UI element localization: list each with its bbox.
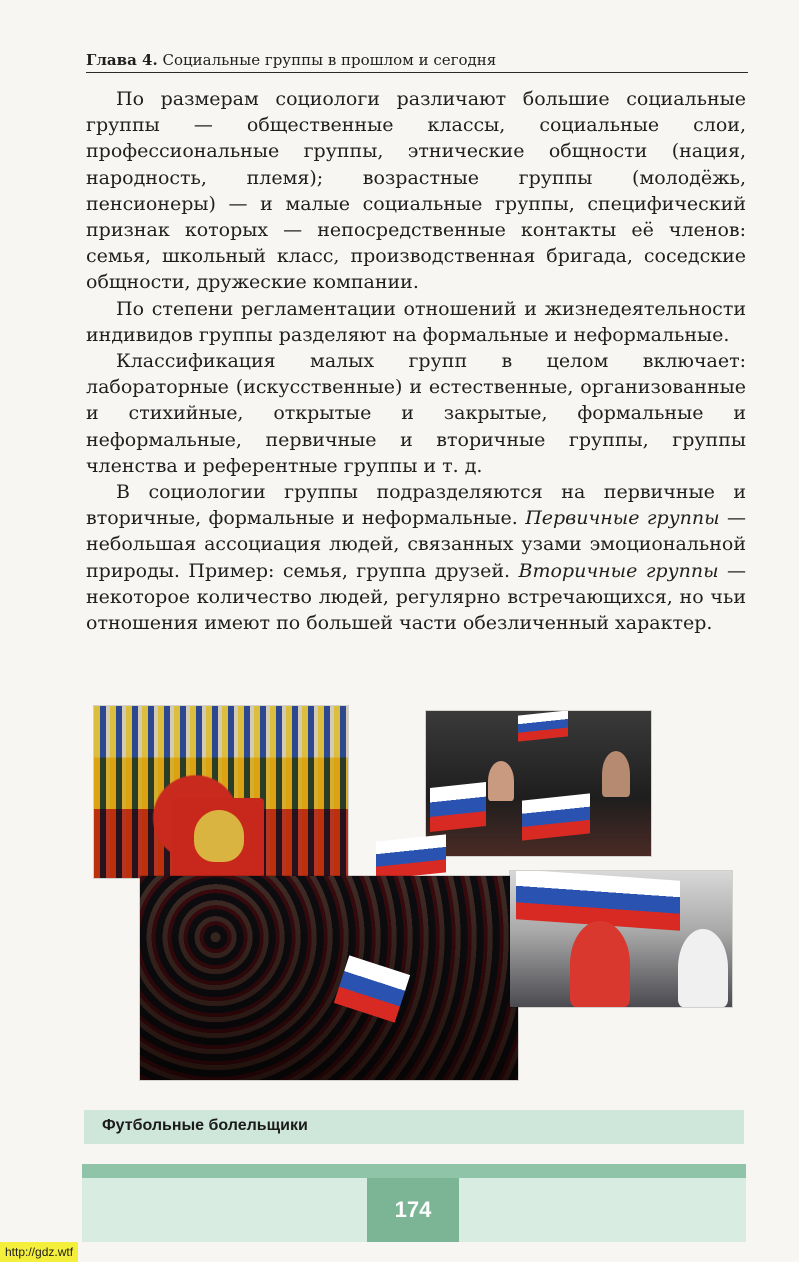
text-fragment: В социологии группы подразделяются на первичные и вторичные, формальные и неформальные. bbox=[86, 481, 746, 530]
footer-bar bbox=[82, 1164, 746, 1178]
fan-figure bbox=[570, 921, 630, 1007]
photo-stadium-stands bbox=[94, 706, 348, 878]
caption-text: Футбольные болельщики bbox=[102, 1117, 308, 1134]
page-number: 174 bbox=[367, 1178, 459, 1242]
fan-figure bbox=[678, 929, 728, 1007]
russian-flag-icon bbox=[376, 834, 446, 879]
russian-flag-icon bbox=[518, 711, 568, 742]
chapter-header bbox=[86, 50, 748, 73]
fan-figure bbox=[488, 761, 514, 801]
russian-flag-icon bbox=[430, 782, 486, 832]
term-primary-groups: Первичные группы bbox=[525, 507, 720, 530]
paragraph-classification: Классификация малых групп в целом включает: лабораторные (искусственные) и естественные, организованные и стихийные, открытые и закрытые, формальные и неформальные, первичные и вторичные группы, группы членства и референтные группы и т. д. bbox=[86, 350, 746, 477]
text-fragment: — небольшая ассоциация людей, связанных узами эмоциональной природы. Пример: семья, группа друзей. bbox=[86, 507, 746, 582]
fan-figure bbox=[602, 751, 630, 797]
russian-flag-icon bbox=[334, 955, 410, 1022]
term-secondary-groups: Вторичные группы bbox=[518, 559, 719, 582]
paragraph-group-sizes: По размерам социологи различают большие социальные группы — общественные классы, социальные слои, профессиональные группы, этнические общности (нация, народность, племя); возрастные группы (молодёжь, пенсионеры) — и малые социальные группы, специфический признак которых — непосредственные контакты её членов: семья, школьный класс, производственная бригада, соседские общности, дружеские компании. bbox=[86, 88, 746, 294]
photo-fan-with-flag bbox=[510, 871, 732, 1007]
russian-flag-icon bbox=[522, 793, 590, 840]
chapter-title: Социальные группы в прошлом и сегодня bbox=[162, 51, 497, 69]
eagle-emblem-icon bbox=[194, 810, 244, 862]
watermark-link[interactable]: http://gdz.wtf bbox=[0, 1242, 78, 1262]
photo-crowd bbox=[140, 876, 518, 1080]
photo-caption bbox=[84, 1110, 744, 1144]
paragraph-primary-secondary bbox=[86, 479, 746, 636]
main-text bbox=[86, 86, 746, 636]
photo-fans-with-flags bbox=[426, 711, 651, 856]
chapter-number: Глава 4. bbox=[86, 51, 158, 69]
text-fragment: — некоторое количество людей, регулярно встречающихся, но чьи отношения имеют по большей части обезличенный характер. bbox=[86, 559, 747, 635]
paragraph-regulation: По степени регламентации отношений и жизнедеятельности индивидов группы разделяют на формальные и неформальные. bbox=[86, 297, 746, 346]
